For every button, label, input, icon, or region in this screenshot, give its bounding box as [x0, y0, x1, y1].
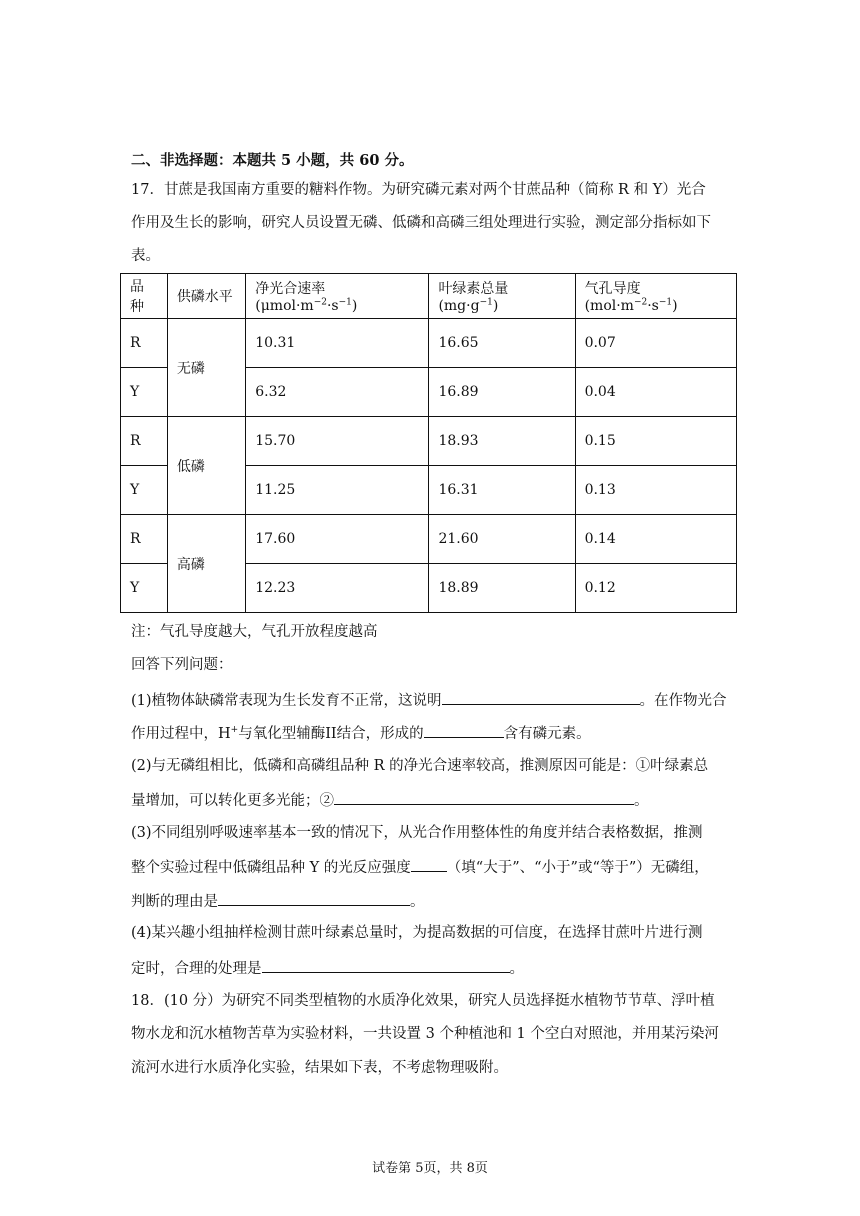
- answer-prompt: 回答下列问题：: [131, 657, 233, 673]
- cell-stomatal-conductance: 0.15: [575, 417, 736, 466]
- cell-stomatal-conductance: 0.04: [575, 368, 736, 417]
- answer-blank[interactable]: [334, 789, 634, 805]
- header-variety: 品种: [121, 274, 168, 319]
- q17-intro-line-2: 作用及生长的影响，研究人员设置无磷、低磷和高磷三组处理进行实验，测定部分指标如下: [131, 215, 711, 231]
- answer-blank[interactable]: [424, 722, 504, 738]
- q17-part-4-line-1: (4)某兴趣小组抽样检测甘蔗叶绿素总量时，为提高数据的可信度，在选择甘蔗叶片进行测: [131, 925, 703, 941]
- q18-line-1: 18．(10 分）为研究不同类型植物的水质净化效果，研究人员选择挺水植物节节草、浮叶植: [131, 993, 715, 1009]
- q17-part-1-line-1: (1)植物体缺磷常表现为生长发育不正常，这说明 。在作物光合: [131, 689, 727, 711]
- cell-variety: R: [121, 319, 168, 368]
- cell-net-photosynthesis: 6.32: [246, 368, 429, 417]
- q17-part-1-line-2: 作用过程中，H+与氧化型辅酶II结合，形成的 含有磷元素。: [131, 722, 591, 744]
- cell-stomatal-conductance: 0.13: [575, 466, 736, 515]
- page-footer: 试卷第 5页，共 8页: [372, 1161, 488, 1176]
- cell-phosphorus-level: 低磷: [167, 417, 245, 515]
- cell-net-photosynthesis: 15.70: [246, 417, 429, 466]
- cell-variety: R: [121, 515, 168, 564]
- q17-part-3-line-1: (3)不同组别呼吸速率基本一致的情况下，从光合作用整体性的角度并结合表格数据，推测: [131, 825, 703, 841]
- cell-chlorophyll: 21.60: [429, 515, 575, 564]
- table-header-row: [121, 274, 737, 319]
- cell-chlorophyll: 16.89: [429, 368, 575, 417]
- table-row: [121, 319, 737, 368]
- cell-variety: Y: [121, 368, 168, 417]
- table-row: [121, 515, 737, 564]
- cell-chlorophyll: 16.65: [429, 319, 575, 368]
- q17-intro-line-3: 表。: [131, 248, 160, 264]
- cell-variety: Y: [121, 466, 168, 515]
- answer-blank[interactable]: [442, 689, 640, 705]
- section-title: 二、非选择题：本题共 5 小题，共 60 分。: [131, 152, 414, 169]
- q17-part-3-line-2: 整个实验过程中低磷组品种 Y 的光反应强度 （填“大于”、“小于”或“等于”）无磷组，: [131, 856, 709, 878]
- cell-phosphorus-level: 高磷: [167, 515, 245, 613]
- q18-line-2: 物水龙和沉水植物苦草为实验材料，一共设置 3 个种植池和 1 个空白对照池，并用某污染河: [131, 1026, 719, 1042]
- q18-line-3: 流河水进行水质净化实验，结果如下表，不考虑物理吸附。: [131, 1060, 508, 1076]
- cell-stomatal-conductance: 0.14: [575, 515, 736, 564]
- q17-intro-line-1: 17．甘蔗是我国南方重要的糖料作物。为研究磷元素对两个甘蔗品种（简称 R 和 Y）光合: [131, 182, 706, 198]
- answer-blank[interactable]: [218, 890, 410, 906]
- header-chlorophyll: 叶绿素总量$(mg\cdot g^{-1})$: [429, 274, 575, 319]
- q17-part-4-line-2: 定时，合理的处理是 。: [131, 957, 524, 979]
- cell-variety: Y: [121, 564, 168, 613]
- cell-stomatal-conductance: 0.07: [575, 319, 736, 368]
- header-stomatal-conductance: 气孔导度$(mol\cdot m^{-2}\cdot s^{-1})$: [575, 274, 736, 319]
- table-row: [121, 417, 737, 466]
- cell-net-photosynthesis: 17.60: [246, 515, 429, 564]
- header-phosphorus-level: 供磷水平: [167, 274, 245, 319]
- cell-chlorophyll: 16.31: [429, 466, 575, 515]
- header-net-photosynthesis: 净光合速率$(\mu mol\cdot m^{-2}\cdot s^{-1})$: [246, 274, 429, 319]
- q17-part-3-line-3: 判断的理由是 。: [131, 890, 425, 912]
- cell-chlorophyll: 18.89: [429, 564, 575, 613]
- cell-stomatal-conductance: 0.12: [575, 564, 736, 613]
- answer-blank[interactable]: [411, 856, 447, 872]
- cell-chlorophyll: 18.93: [429, 417, 575, 466]
- table-note: 注：气孔导度越大，气孔开放程度越高: [131, 624, 378, 640]
- cell-net-photosynthesis: 12.23: [246, 564, 429, 613]
- cell-net-photosynthesis: 10.31: [246, 319, 429, 368]
- cell-net-photosynthesis: 11.25: [246, 466, 429, 515]
- cell-variety: R: [121, 417, 168, 466]
- cell-phosphorus-level: 无磷: [167, 319, 245, 417]
- q17-part-2-line-1: (2)与无磷组相比，低磷和高磷组品种 R 的净光合速率较高，推测原因可能是：①叶绿素总: [131, 758, 709, 774]
- q17-part-2-line-2: 量增加，可以转化更多光能；② 。: [131, 789, 649, 811]
- phosphorus-data-table: [120, 273, 737, 613]
- answer-blank[interactable]: [262, 957, 510, 973]
